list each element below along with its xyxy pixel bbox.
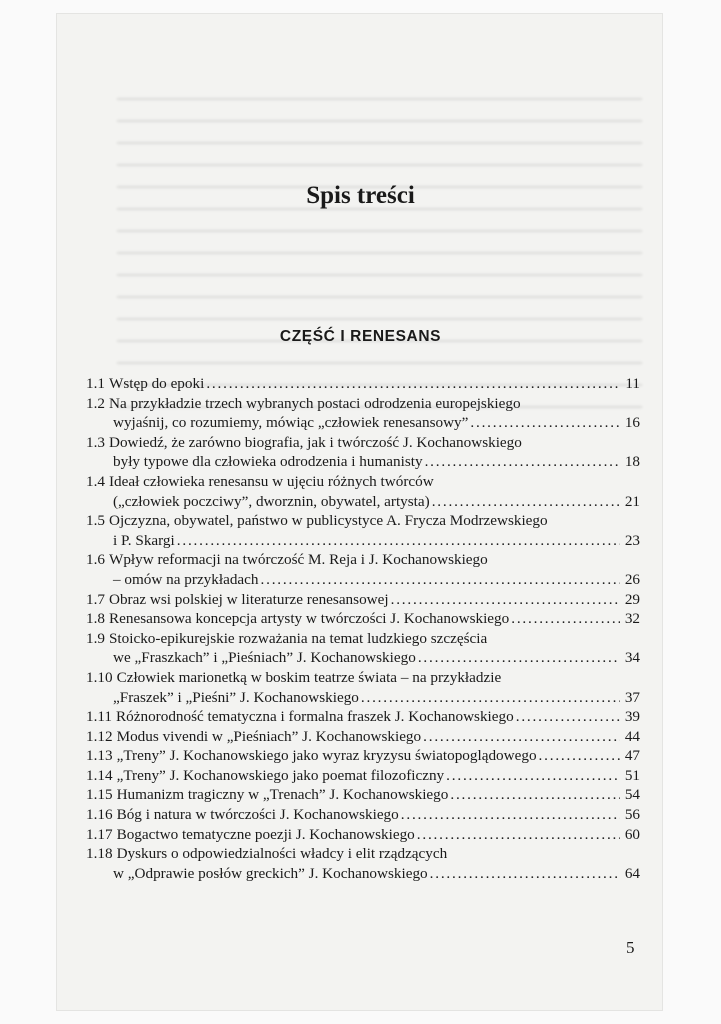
- dot-leader: [423, 727, 620, 747]
- toc-entry-page: 32: [624, 610, 640, 628]
- toc-entry: [86, 394, 640, 433]
- toc-entry-line: [86, 746, 640, 766]
- toc-entry-line: [86, 785, 640, 805]
- toc-entry: [86, 472, 640, 511]
- dot-leader: [391, 590, 620, 610]
- toc-entry-title: Różnorodność tematyczna i formalna fraszek J. Kochanowskiego: [116, 708, 514, 726]
- dot-leader: [446, 766, 620, 786]
- page-title: Spis treści: [306, 182, 415, 209]
- toc-entry-page: 54: [624, 786, 640, 804]
- toc-entry: [86, 433, 640, 472]
- table-of-contents: [86, 374, 640, 883]
- toc-entry-title: Dowiedź, że zarówno biografia, jak i twórczość J. Kochanowskiego: [108, 433, 522, 451]
- toc-entry-page: 18: [624, 453, 640, 471]
- toc-entry-page: 16: [624, 414, 640, 432]
- toc-entry: [86, 550, 640, 589]
- toc-entry-continuation: [86, 531, 640, 551]
- toc-entry-line: [86, 805, 640, 825]
- toc-entry-number: 1.8: [86, 610, 105, 628]
- dot-leader: [432, 492, 620, 512]
- toc-entry-continuation: [86, 492, 640, 512]
- toc-entry-title: Człowiek marionetką w boskim teatrze świata – na przykładzie: [116, 668, 502, 686]
- toc-entry-title: „Treny” J. Kochanowskiego jako wyraz kryzysu światopoglądowego: [116, 747, 537, 765]
- toc-entry-line: [86, 629, 640, 649]
- toc-entry-continuation: [86, 688, 640, 708]
- toc-entry: [86, 629, 640, 668]
- dot-leader: [418, 648, 620, 668]
- toc-entry: [86, 511, 640, 550]
- toc-entry-line: [86, 511, 640, 531]
- toc-entry-continuation: [86, 413, 640, 433]
- toc-entry-continuation: [86, 452, 640, 472]
- toc-entry-title: Humanizm tragiczny w „Trenach” J. Kochanowskiego: [116, 786, 449, 804]
- toc-entry-number: 1.18: [86, 845, 113, 863]
- toc-entry-number: 1.4: [86, 472, 105, 490]
- toc-entry-page: 11: [625, 375, 640, 392]
- dot-leader: [450, 785, 620, 805]
- toc-entry-title: Bóg i natura w twórczości J. Kochanowskiego: [116, 806, 399, 824]
- toc-entry: [86, 844, 640, 883]
- toc-entry-page: 29: [624, 590, 640, 608]
- toc-entry-line: [86, 550, 640, 570]
- toc-entry-line: [86, 590, 640, 610]
- toc-entry-page: 64: [624, 864, 640, 882]
- toc-entry-number: 1.2: [86, 394, 105, 412]
- toc-entry-page: 23: [624, 531, 640, 549]
- page-number: 5: [626, 938, 635, 957]
- toc-entry-continuation: [86, 570, 640, 590]
- toc-entry-title: Bogactwo tematyczne poezji J. Kochanowskiego: [116, 825, 415, 843]
- toc-entry-title: Obraz wsi polskiej w literaturze renesansowej: [108, 590, 389, 608]
- toc-entry: [86, 374, 640, 394]
- toc-entry-continuation: [86, 864, 640, 884]
- toc-entry-number: 1.12: [86, 727, 113, 745]
- toc-entry-line: [86, 609, 640, 629]
- toc-entry-number: 1.10: [86, 668, 113, 686]
- toc-entry-title: w „Odprawie posłów greckich” J. Kochanowskiego: [113, 864, 428, 882]
- toc-entry-line: [86, 844, 640, 864]
- toc-entry-page: 47: [624, 747, 640, 765]
- toc-entry-title: Stoicko-epikurejskie rozważania na temat ludzkiego szczęścia: [108, 629, 488, 647]
- toc-entry-number: 1.11: [86, 708, 113, 726]
- toc-entry-page: 37: [624, 688, 640, 706]
- toc-entry-title: „Treny” J. Kochanowskiego jako poemat filozoficzny: [116, 766, 445, 784]
- dot-leader: [177, 531, 620, 551]
- toc-entry-page: 44: [624, 727, 640, 745]
- toc-entry-continuation: [86, 648, 640, 668]
- toc-entry-page: 56: [624, 806, 640, 824]
- toc-entry-page: 34: [624, 649, 640, 667]
- toc-entry-number: 1.13: [86, 747, 113, 765]
- toc-entry-number: 1.14: [86, 766, 113, 784]
- toc-entry-line: [86, 825, 640, 845]
- toc-entry-title: wyjaśnij, co rozumiemy, mówiąc „człowiek renesansowy”: [113, 414, 469, 432]
- toc-entry: [86, 785, 640, 805]
- toc-entry: [86, 766, 640, 786]
- toc-entry-number: 1.5: [86, 512, 105, 530]
- toc-entry-title: we „Fraszkach” i „Pieśniach” J. Kochanowskiego: [113, 649, 416, 667]
- toc-entry-page: 26: [624, 570, 640, 588]
- toc-entry-number: 1.3: [86, 433, 105, 451]
- toc-entry-title: – omów na przykładach: [113, 570, 259, 588]
- toc-entry-page: 60: [624, 825, 640, 843]
- toc-entry-title: Na przykładzie trzech wybranych postaci odrodzenia europejskiego: [108, 394, 521, 412]
- toc-entry-line: [86, 374, 640, 394]
- dot-leader: [206, 374, 620, 394]
- dot-leader: [261, 570, 621, 590]
- dot-leader: [430, 864, 620, 884]
- toc-entry-number: 1.15: [86, 786, 113, 804]
- toc-entry-line: [86, 766, 640, 786]
- toc-entry-title: Modus vivendi w „Pieśniach” J. Kochanowskiego: [116, 727, 422, 745]
- toc-entry-page: 51: [624, 766, 640, 784]
- toc-entry: [86, 727, 640, 747]
- toc-entry-number: 1.17: [86, 825, 113, 843]
- dot-leader: [539, 746, 620, 766]
- toc-entry-number: 1.9: [86, 629, 105, 647]
- toc-entry: [86, 805, 640, 825]
- toc-entry-page: 39: [624, 708, 640, 726]
- toc-entry-title: Dyskurs o odpowiedzialności władcy i elit rządzących: [116, 845, 448, 863]
- toc-entry-line: [86, 727, 640, 747]
- toc-entry: [86, 825, 640, 845]
- toc-entry-line: [86, 394, 640, 414]
- section-heading: CZĘŚĆ I RENESANS: [279, 328, 442, 345]
- toc-entry-number: 1.16: [86, 806, 113, 824]
- toc-entry-title: („człowiek poczciwy”, dworznin, obywatel, artysta): [113, 492, 430, 510]
- dot-leader: [361, 688, 620, 708]
- dot-leader: [417, 825, 620, 845]
- dot-leader: [425, 452, 620, 472]
- toc-entry: [86, 668, 640, 707]
- toc-entry-line: [86, 472, 640, 492]
- toc-entry-line: [86, 433, 640, 453]
- toc-entry-number: 1.1: [86, 375, 105, 392]
- toc-entry: [86, 707, 640, 727]
- dot-leader: [516, 707, 620, 727]
- toc-entry: [86, 590, 640, 610]
- toc-entry-line: [86, 668, 640, 688]
- toc-entry-title: Ideał człowieka renesansu w ujęciu różnych twórców: [108, 472, 434, 490]
- toc-entry-line: [86, 707, 640, 727]
- toc-entry-number: 1.6: [86, 551, 105, 569]
- toc-entry-page: 21: [624, 492, 640, 510]
- toc-entry-title: i P. Skargi: [113, 531, 175, 549]
- dot-leader: [511, 609, 620, 629]
- bleed-through-texture: [117, 84, 642, 414]
- toc-entry-title: Wstęp do epoki: [108, 375, 205, 392]
- toc-entry: [86, 746, 640, 766]
- toc-entry-title: „Fraszek” i „Pieśni” J. Kochanowskiego: [113, 688, 359, 706]
- toc-entry-title: Ojczyzna, obywatel, państwo w publicystyce A. Frycza Modrzewskiego: [108, 512, 548, 530]
- toc-entry-number: 1.7: [86, 590, 105, 608]
- toc-entry: [86, 609, 640, 629]
- toc-entry-title: Wpływ reformacji na twórczość M. Reja i J. Kochanowskiego: [108, 551, 488, 569]
- dot-leader: [401, 805, 620, 825]
- dot-leader: [470, 413, 620, 433]
- toc-entry-title: były typowe dla człowieka odrodzenia i humanisty: [113, 453, 423, 471]
- toc-entry-title: Renesansowa koncepcja artysty w twórczości J. Kochanowskiego: [108, 610, 510, 628]
